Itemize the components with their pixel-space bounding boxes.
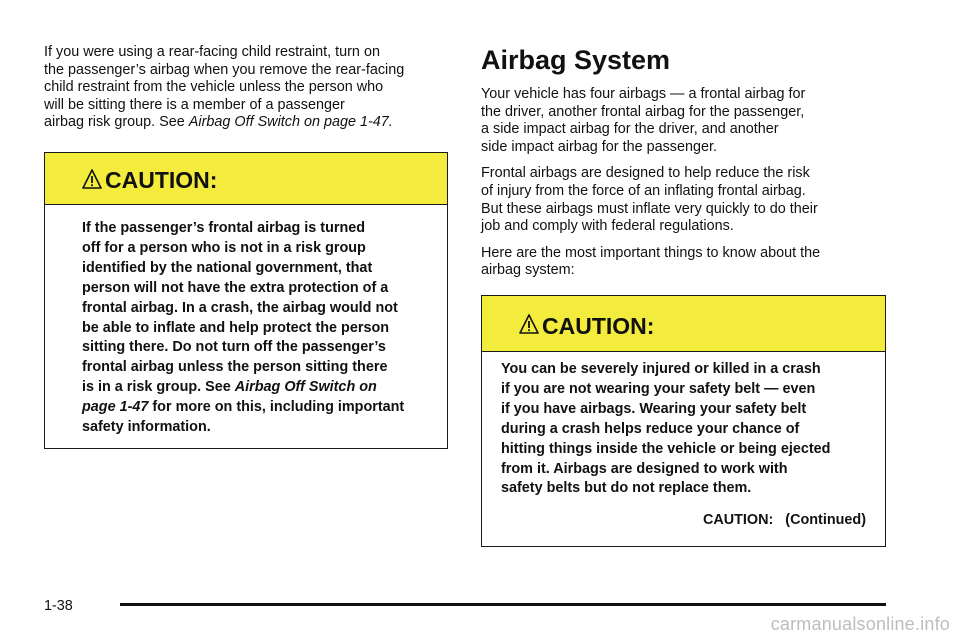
caution-box-left: [44, 152, 448, 449]
left-column: [44, 44, 448, 141]
caution-box-right: [481, 295, 886, 547]
caution-line: identified by the national government, that: [82, 259, 373, 276]
caution-header: [482, 296, 885, 352]
intro-line: If you were using a rear-facing child restraint, turn on: [44, 44, 380, 60]
caution-title: CAUTION:: [542, 313, 655, 339]
watermark-logo: carmanualsonline.info: [770, 614, 950, 634]
cross-reference-link[interactable]: Airbag Off Switch on: [234, 379, 377, 396]
caution-line: if you are not wearing your safety belt — even: [501, 380, 816, 397]
caution-header: [45, 153, 447, 205]
paragraph-line: side impact airbag for the passenger.: [481, 138, 717, 155]
caution-line: sitting there. Do not turn off the passenger’s: [82, 339, 386, 356]
body-paragraph: [481, 165, 886, 235]
body-paragraph: [481, 86, 886, 156]
caution-line: [82, 398, 447, 418]
caution-title: CAUTION:: [105, 167, 218, 193]
caution-line: during a crash helps reduce your chance of: [501, 420, 800, 437]
paragraph-line: Here are the most important things to know about the: [481, 244, 821, 261]
caution-line: frontal airbag unless the person sitting there: [82, 359, 388, 376]
paragraph-line: airbag system:: [481, 262, 575, 279]
caution-line: off for a person who is not in a risk group: [82, 239, 366, 256]
intro-line: will be sitting there is a member of a passenger: [44, 96, 345, 113]
footer-divider: [120, 603, 886, 606]
paragraph-line: But these airbags must inflate very quickly to do their: [481, 200, 818, 217]
caution-line: [82, 378, 447, 398]
caution-body: [45, 205, 447, 438]
page-number: 1-38: [44, 598, 73, 614]
cross-reference-link[interactable]: Airbag Off Switch on page 1-47.: [188, 114, 393, 131]
caution-line: safety belts but do not replace them.: [501, 480, 752, 497]
caution-body: [482, 352, 885, 499]
caution-continued-label: CAUTION: (Continued): [702, 512, 866, 528]
paragraph-line: of injury from the force of an inflating frontal airbag.: [481, 182, 806, 199]
caution-text: is in a risk group. See: [82, 379, 235, 396]
paragraph-line: Frontal airbags are designed to help reduce the risk: [481, 165, 810, 182]
caution-text: for more on this, including important: [148, 399, 405, 416]
right-column: [481, 44, 886, 289]
intro-paragraph: [44, 44, 448, 132]
paragraph-line: the driver, another frontal airbag for the passenger,: [481, 103, 805, 120]
caution-line: hitting things inside the vehicle or being ejected: [501, 440, 831, 457]
caution-line: frontal airbag. In a crash, the airbag would not: [82, 299, 398, 316]
caution-line: if you have airbags. Wearing your safety belt: [501, 400, 807, 417]
caution-line: If the passenger’s frontal airbag is turned: [82, 220, 366, 236]
warning-icon: [82, 168, 102, 190]
warning-icon: [519, 313, 539, 335]
paragraph-line: Your vehicle has four airbags — a frontal airbag for: [481, 86, 806, 102]
caution-line: from it. Airbags are designed to work with: [501, 460, 788, 477]
caution-line: be able to inflate and help protect the person: [82, 319, 390, 336]
intro-line: child restraint from the vehicle unless the person who: [44, 79, 384, 96]
caution-line: You can be severely injured or killed in a crash: [501, 361, 821, 377]
section-heading: Airbag System: [481, 45, 671, 75]
intro-text: airbag risk group. See: [44, 114, 189, 131]
paragraph-line: a side impact airbag for the driver, and another: [481, 121, 779, 138]
caution-line: safety information.: [82, 419, 211, 436]
body-paragraph: [481, 245, 886, 280]
intro-line: [44, 114, 448, 132]
cross-reference-link[interactable]: page 1-47: [82, 399, 149, 416]
caution-line: person will not have the extra protection of a: [82, 279, 389, 296]
paragraph-line: job and comply with federal regulations.: [481, 218, 734, 235]
intro-line: the passenger’s airbag when you remove the rear-facing: [44, 61, 405, 78]
